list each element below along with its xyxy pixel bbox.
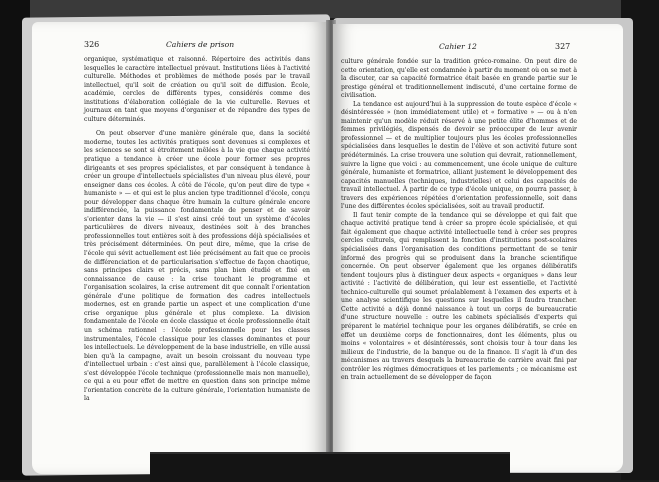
right-paragraph: culture générale fondée sur la tradition gréco-romaine. On peut dire de cette orientation, qu'elle est condamnée à partir du moment où on se met à la discuter, car sa capacité formatrice était basée en grande partie sur le prestige général et traditionnellement indiscuté, d'une certaine forme de civilisation. xyxy=(341,58,577,100)
right-running-header: Cahier 12 xyxy=(439,42,477,51)
left-running-header: Cahiers de prison xyxy=(166,40,235,49)
right-page-body xyxy=(341,58,577,383)
left-page xyxy=(32,22,330,474)
right-page xyxy=(333,24,623,472)
background-top xyxy=(0,0,659,18)
left-page-number: 326 xyxy=(84,40,100,49)
right-paragraph: Il faut tenir compte de la tendance qui se développe et qui fait que chaque activité pratique tend à créer sa propre école spécialisée, et qui fait également que chaque activité intellectuelle tend à créer ses propres cercles culturels, qui remplissent la fonction d'institutions post-scolaires spécialisées dans l'organisation des conditions permettant de se tenir informé des progrès qui se produisent dans la branche scientifique concernée. On peut observer également que les organes délibératifs tendent toujours plus à distinguer deux aspects « organiques » dans leur activité : l'activité de délibération, qui leur est essentielle, et l'activité technico-culturelle qui soumet préalablement à l'examen des experts et à une analyse scientifique les questions sur lesquelles il faudra trancher. Cette activité a déjà donné naissance à tout un corps de bureaucratie d'une structure nouvelle : outre les cabinets spécialisés d'experts qui préparent le matériel technique pour les organes délibératifs, se crée en effet un deuxième corps de fonctionnaires, dont les éléments, plus ou moins « volontaires » et désintéressés, sont choisis tour à tour dans les milieux de l'industrie, de la banque ou de la finance. Il s'agit là d'un des mécanismes au travers desquels la bureaucratie de carrière avait fini par contrôler les régimes démocratiques et les parlements ; ce mécanisme est en train actuellement de se développer de façon xyxy=(341,211,577,382)
left-paragraph: On peut observer d'une manière générale que, dans la société moderne, toutes les activités pratiques sont devenues si complexes et les sciences se sont si étroitement mêlées à la vie que chaque activité pratique a tendance à créer une école pour former ses propres dirigeants et ses propres spécialistes, et par conséquent à tendance à créer un groupe d'intellectuels spécialistes d'un niveau plus élevé, pour enseigner dans ces écoles. À côté de l'école, qu'on peut dire de type « humaniste » — et qui est le plus ancien type traditionnel d'école, conçu pour développer dans chaque être humain la culture générale encore indifférenciée, la puissance fondamentale de penser et de savoir s'orienter dans la vie — il s'est ainsi créé tout un système d'écoles particulières de divers niveaux, destinées soit à des branches professionnelles tout entières soit à des professions déjà spécialisées et très précisément déterminées. On peut dire, même, que la crise de l'école qui sévit actuellement est liée précisément au fait que ce procès de différenciation et de particularisation s'effectue de façon chaotique, sans principes clairs et précis, sans plan bien étudié et fixé en connaissance de cause : la crise touchant le programme et l'organisation scolaires, la crise autrement dit que connaît l'orientation générale d'une politique de formation des cadres intellectuels modernes, est en grande partie un aspect et une complication d'une crise organique plus générale et plus complexe. La division fondamentale de l'école en école classique et école professionnelle était un schéma rationnel : l'école professionnelle pour les classes instrumentales, l'école classique pour les classes dominantes et pour les intellectuels. Le développement de la base industrielle, en ville aussi bien qu'à la campagne, avait un besoin croissant du nouveau type d'intellectuel urbain : c'est ainsi que, parallèlement à l'école classique, s'est développée l'école technique (professionnelle mais non manuelle), ce qui a eu pour effet de mettre en question dans son principe même l'orientation concrète de la culture générale, l'orientation humaniste de la xyxy=(84,130,310,403)
book-stand xyxy=(150,452,510,482)
left-paragraph: organique, systématique et raisonné. Répertoire des activités dans lesquelles le caractère intellectuel prévaut. Institutions liées à l'activité culturelle. Méthodes et problèmes de méthode posés par le travail intellectuel, qu'il soit de création ou qu'il soit de diffusion. École, académie, cercles de différents types, considérés comme des institutions d'élaboration collégiale de la vie culturelle. Revues et journaux en tant que moyens d'organiser et de répandre des types de culture déterminés. xyxy=(84,56,310,123)
right-paragraph: La tendance est aujourd'hui à la suppression de toute espèce d'école « désintéressée » (non immédiatement utile) et « formative » — ou à n'en maintenir qu'un modèle réduit réservé à une petite élite d'hommes et de femmes privilégiés, dispensés de devoir se préoccuper de leur avenir professionnel — et de multiplier toujours plus les écoles professionnelles spécialisées dans lesquelles le destin de l'élève et son activité future sont prédéterminés. La crise trouvera une solution qui devrait, rationnellement, suivre la ligne que voici : au commencement, une école unique de culture générale, humaniste et formatrice, alliant justement le développement des capacités manuelles (techniques, industrielles) et celui des capacités de travail intellectuel. À partir de ce type d'école unique, on pourra passer, à travers des expériences répétées d'orientation professionnelle, soit dans l'une des différentes écoles spécialisées, soit au travail productif. xyxy=(341,100,577,211)
left-page-body xyxy=(84,56,310,404)
right-page-number: 327 xyxy=(555,42,571,51)
